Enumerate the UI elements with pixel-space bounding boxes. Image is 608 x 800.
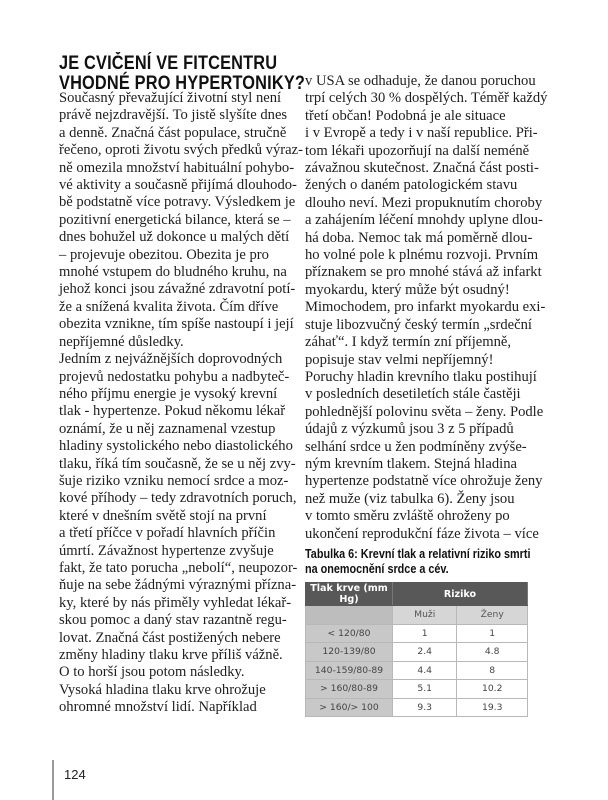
text-line: a třetí příčce v pořadí hlavních příčin	[59, 525, 276, 542]
text-line: skou pomoc a daný stav razantně regu-	[59, 612, 287, 629]
text-line: šuje riziko vzniku nemocí srdce a moz-	[59, 472, 289, 489]
cell-women: 1	[457, 624, 528, 643]
text-line: úmrtí. Závažnost hypertenze zvyšuje	[59, 542, 274, 559]
text-line: jehož konci jsou závažné zdravotní potí-	[59, 281, 296, 298]
cell-women: 4.8	[457, 643, 528, 662]
text-line: tom lékaři upozorňují na další neméně	[305, 142, 530, 159]
text-line: příznakem se pro mnohé stává až infarkt	[305, 264, 542, 281]
cell-pressure: > 160/80-89	[306, 680, 393, 699]
text-line: řečeno, oproti životu svých předků výraz-	[59, 142, 303, 159]
cell-men: 5.1	[393, 680, 457, 699]
cell-men: 2.4	[393, 643, 457, 662]
text-line: vé aktivity a současně přijímá dlouhodo-	[59, 177, 297, 194]
article-heading	[59, 53, 306, 94]
text-line: ohromné množství lidí. Například	[59, 699, 257, 716]
text-line: ného příjmu energie je vysoký krevní	[59, 385, 278, 402]
cell-men: 9.3	[393, 698, 457, 717]
text-line: než muže (viz tabulka 6). Ženy jsou	[305, 490, 515, 507]
text-line: fakt, že tato porucha „nebolí“, neupozor-	[59, 559, 298, 576]
text-line: hypertenze podstatně více ohrožuje ženy	[305, 473, 543, 490]
text-line: popisuje stav velmi nepříjemný!	[305, 351, 494, 368]
text-line: Vysoká hladina tlaku krve ohrožuje	[59, 681, 266, 698]
text-line: trpí celých 30 % dospělých. Téměř každý	[305, 90, 548, 107]
text-line: ho volné pole k plnému rozvoji. Prvním	[305, 247, 539, 264]
subheader-women: Ženy	[457, 606, 528, 625]
cell-women: 8	[457, 661, 528, 680]
text-line: Jedním z nejvážnějších doprovodných	[59, 351, 283, 368]
text-line: závažnou skutečnost. Značná část posti-	[305, 160, 539, 177]
caption-line: na onemocnění srdce a cév.	[305, 562, 449, 576]
text-line: Mimochodem, pro infarkt myokardu exi-	[305, 299, 546, 316]
text-line: obezita vznikne, tím spíše nastoupí i její	[59, 316, 294, 333]
text-line: i v Evropě a tedy i v naší republice. Při-	[305, 125, 538, 142]
text-line: ňuje na sebe žádnými výraznými přízna-	[59, 577, 297, 594]
margin-rule	[52, 760, 54, 800]
text-line: v posledních desetiletích stále častěji	[305, 386, 521, 403]
text-line: myokardu, který může být osudný!	[305, 281, 510, 298]
cell-pressure: > 160/> 100	[306, 698, 393, 717]
page-number: 124	[64, 767, 86, 782]
cell-pressure: 120-139/80	[306, 643, 393, 662]
text-line: hladiny systolického nebo diastolického	[59, 438, 293, 455]
table-row	[306, 661, 528, 680]
text-line: v tomto směru zvláště ohroženy po	[305, 508, 510, 525]
text-line: Současný převažující životní styl není	[59, 90, 282, 106]
text-line: změny hladiny tlaku krve příliš vážně.	[59, 647, 283, 663]
text-line: mnohé vstupem do bludného kruhu, na	[59, 264, 287, 281]
text-line: že a snížená kvalita života. Čím dříve	[59, 298, 279, 315]
table-subheader-row	[306, 606, 528, 625]
text-line: – projevuje obezitou. Obezita je pro	[59, 246, 269, 263]
text-line: a zahájením léčení mnohdy uplyne dlou-	[305, 212, 543, 229]
text-line: třetí občan! Podobná je ale situace	[305, 107, 506, 124]
table-row	[306, 698, 528, 717]
subheader-empty	[306, 606, 393, 625]
text-line: bě podstatně více potravy. Výsledkem je	[59, 194, 296, 211]
text-line: ky, které by nás přiměly vyhledat lékař-	[59, 594, 292, 611]
text-line: há doba. Nemoc tak má poměrně dlou-	[305, 229, 533, 246]
text-line: ukončení reprodukční fáze života – více	[305, 525, 539, 542]
text-line: lovat. Značná část postižených nebere	[59, 629, 281, 646]
text-line: Poruchy hladin krevního tlaku postihují	[305, 368, 537, 385]
table-row	[306, 643, 528, 662]
cell-women: 19.3	[457, 698, 528, 717]
text-line: žených o daném patologickém stavu	[305, 177, 518, 194]
text-line: stuje libozvučný český termín „srdeční	[305, 316, 532, 333]
text-line: pohlednější polovinu světa – ženy. Podle	[305, 403, 544, 420]
text-line: právě nejzdravější. To jistě slyšíte dnes	[59, 107, 288, 124]
text-line: oznámí, že u něj zaznamenal vzestup	[59, 420, 276, 437]
text-line: nepříjemné důsledky.	[59, 333, 184, 350]
cell-pressure: < 120/80	[306, 624, 393, 643]
text-line: projevů nedostatku pohybu a nadbyteč-	[59, 368, 290, 385]
text-line: selhání srdce u žen podmíněny zvýše-	[305, 438, 527, 455]
table-header-row	[306, 583, 528, 606]
text-line: které v dnešním světě stojí na první	[59, 507, 267, 524]
text-line: pozitivní energetická bilance, která se –	[59, 211, 291, 228]
text-line: ně omezila množství habituální pohybo-	[59, 159, 295, 176]
text-line: dlouho neví. Mezi propuknutím choroby	[305, 194, 543, 211]
text-line: O to horší jsou potom následky.	[59, 664, 245, 681]
table-row	[306, 680, 528, 699]
header-pressure: Tlak krve (mm Hg)	[306, 583, 393, 606]
subheader-men: Muži	[393, 606, 457, 625]
cell-women: 10.2	[457, 680, 528, 699]
text-line: záhať“. I když termín zní příjemně,	[305, 334, 512, 351]
table-row	[306, 624, 528, 643]
heading-line: JE CVIČENÍ VE FITCENTRU	[59, 53, 278, 74]
header-risk: Riziko	[393, 583, 528, 606]
cell-pressure: 140-159/80-89	[306, 661, 393, 680]
caption-line: Tabulka 6: Krevní tlak a relativní riziko smrti	[305, 547, 531, 561]
cell-men: 1	[393, 624, 457, 643]
heading-line: VHODNÉ PRO HYPERTONIKY?	[59, 73, 306, 94]
text-line: a denně. Značná část populace, stručně	[59, 124, 287, 141]
text-line: tlak - hypertenze. Pokud někomu lékař	[59, 403, 286, 420]
text-line: tlaku, říká tím současně, že se u něj zvy-	[59, 455, 296, 472]
risk-table	[305, 582, 528, 717]
text-line: v USA se odhaduje, že danou poruchou	[305, 73, 536, 89]
text-line: ným krevním tlakem. Stejná hladina	[305, 455, 517, 472]
text-line: dnes bohužel už dokonce u malých dětí	[59, 229, 290, 246]
cell-men: 4.4	[393, 661, 457, 680]
left-text-column	[59, 90, 309, 717]
right-text-column	[305, 73, 555, 543]
text-line: údajů z výzkumů jsou 3 z 5 případů	[305, 421, 514, 438]
text-line: kové příhody – tedy zdravotních poruch,	[59, 490, 297, 507]
table-caption	[305, 547, 531, 577]
